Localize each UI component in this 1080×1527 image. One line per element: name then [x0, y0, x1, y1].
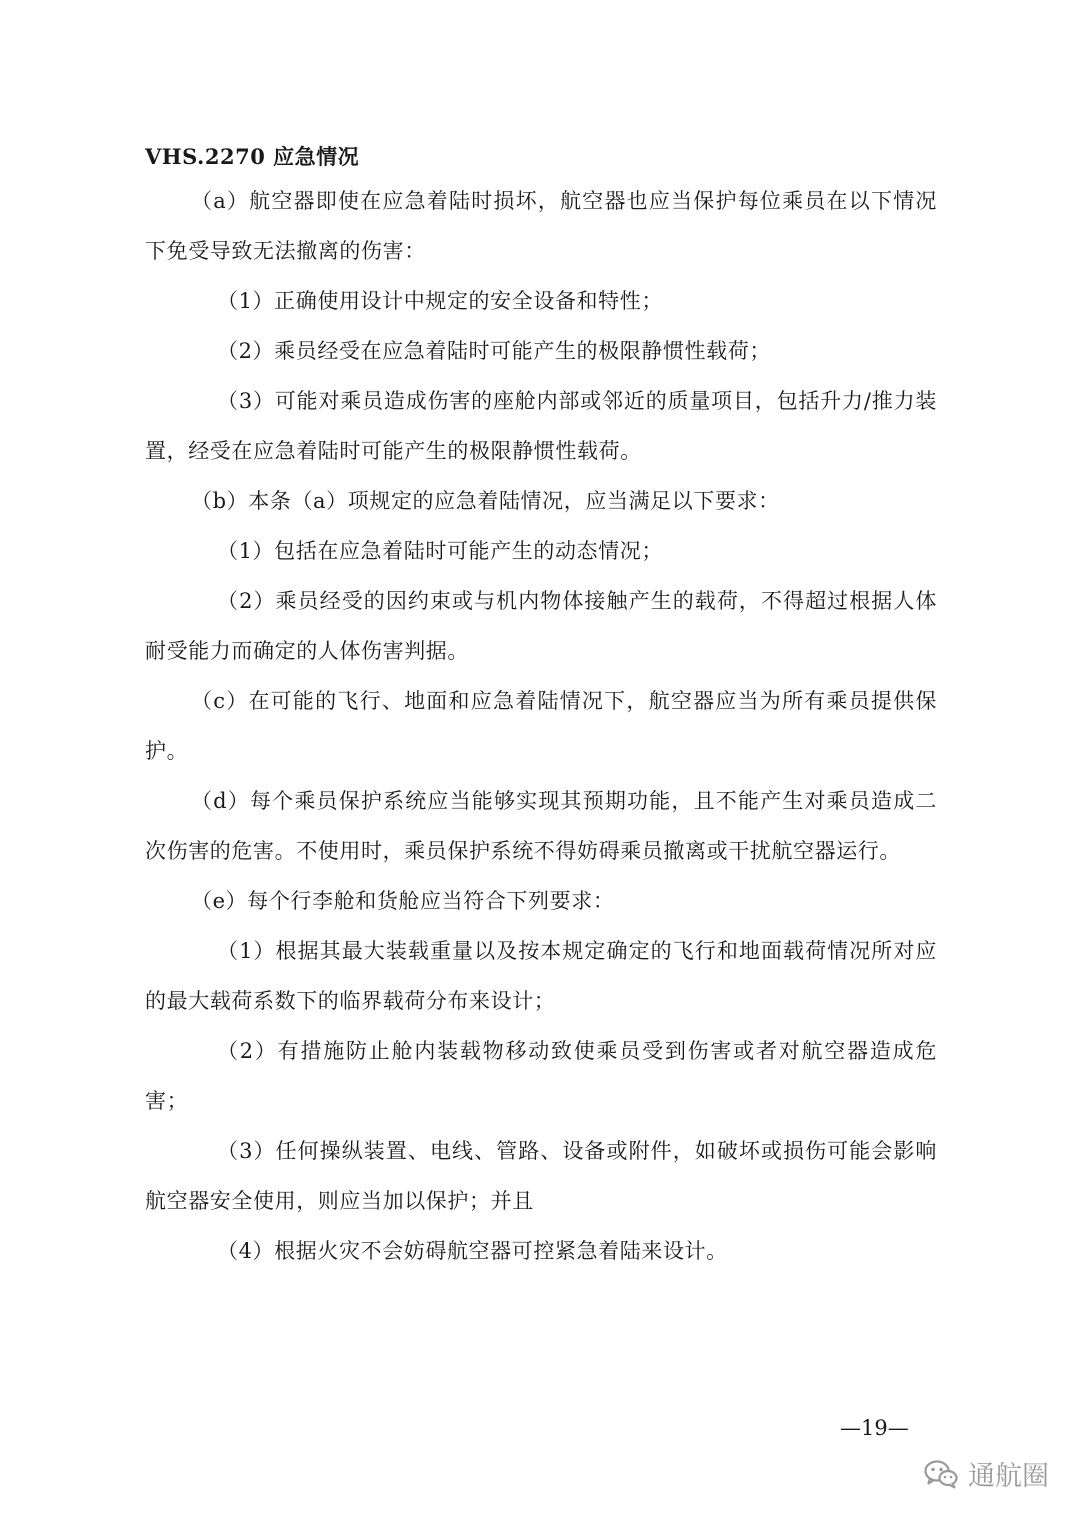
- paragraph: （d）每个乘员保护系统应当能够实现其预期功能，且不能产生对乘员造成二次伤害的危害。不使用时，乘员保护系统不得妨碍乘员撤离或干扰航空器运行。: [145, 789, 937, 863]
- paragraph: （1）正确使用设计中规定的安全设备和特性；: [217, 289, 663, 313]
- watermark-text: 通航圈: [968, 1461, 1049, 1492]
- paragraph: （2）乘员经受在应急着陆时可能产生的极限静惯性载荷；: [217, 339, 771, 363]
- paragraph: （3）任何操纵装置、电线、管路、设备或附件，如破坏或损伤可能会影响航空器安全使用，则应当加以保护；并且: [145, 1139, 937, 1213]
- paragraph: （1）包括在应急着陆时可能产生的动态情况；: [217, 539, 663, 563]
- paragraph: （b）本条（a）项规定的应急着陆情况，应当满足以下要求：: [191, 489, 780, 513]
- watermark: [924, 1454, 1049, 1493]
- paragraph: （a）航空器即使在应急着陆时损坏，航空器也应当保护每位乘员在以下情况下免受导致无法撤离的伤害：: [145, 189, 937, 263]
- paragraph: （e）每个行李舱和货舱应当符合下列要求：: [191, 889, 615, 913]
- paragraph: （c）在可能的飞行、地面和应急着陆情况下，航空器应当为所有乘员提供保护。: [145, 689, 937, 763]
- section-heading: VHS.2270 应急情况: [145, 144, 360, 169]
- page-number: —19—: [840, 1416, 909, 1440]
- document-body: [145, 176, 937, 1276]
- wechat-icon: [924, 1459, 958, 1489]
- paragraph: （1）根据其最大装载重量以及按本规定确定的飞行和地面载荷情况所对应的最大载荷系数下的临界载荷分布来设计；: [145, 939, 937, 1013]
- paragraph: （4）根据火灾不会妨碍航空器可控紧急着陆来设计。: [217, 1239, 728, 1263]
- paragraph: （2）乘员经受的因约束或与机内物体接触产生的载荷，不得超过根据人体耐受能力而确定的人体伤害判据。: [145, 589, 937, 663]
- paragraph: （3）可能对乘员造成伤害的座舱内部或邻近的质量项目，包括升力/推力装置，经受在应急着陆时可能产生的极限静惯性载荷。: [145, 389, 937, 463]
- paragraph: （2）有措施防止舱内装载物移动致使乘员受到伤害或者对航空器造成危害；: [145, 1039, 937, 1113]
